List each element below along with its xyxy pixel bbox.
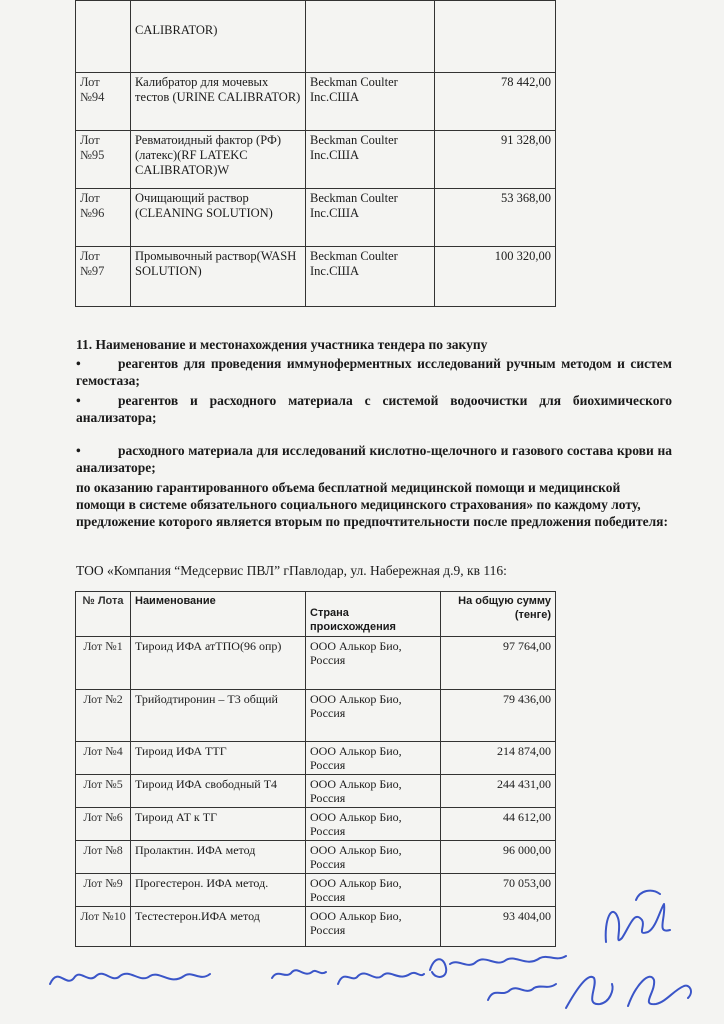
table-row (76, 1, 556, 73)
bullet-item-2 (76, 392, 672, 426)
signature-mark (566, 977, 613, 1008)
table-row (76, 189, 556, 247)
sum-cell: 53 368,00 (435, 189, 556, 247)
top-lots-table (75, 0, 556, 307)
table-row (76, 73, 556, 131)
signature-mark (50, 974, 210, 984)
origin-cell (306, 1, 435, 73)
origin-cell: ООО Алькор Био, Россия (306, 690, 441, 742)
name-cell: Промывочный раствор(WASH SOLUTION) (131, 247, 306, 307)
table-header-row (76, 592, 556, 637)
sum-cell (435, 1, 556, 73)
lot-cell (76, 1, 131, 73)
table-row (76, 690, 556, 742)
sum-cell: 96 000,00 (441, 841, 556, 874)
lot-cell: Лот №5 (76, 775, 131, 808)
table-row (76, 637, 556, 690)
lot-cell: Лот №95 (76, 131, 131, 189)
origin-cell: Beckman Coulter Inc.США (306, 189, 435, 247)
section-heading: 11. Наименование и местонахождения участника тендера по закупу (76, 337, 488, 352)
lot-cell: Лот №9 (76, 874, 131, 907)
bullet-symbol: • (76, 393, 81, 408)
origin-cell: Beckman Coulter Inc.США (306, 73, 435, 131)
bullet-text: реагентов для проведения иммуноферментных исследований ручным методом и систем гемостаза; (76, 356, 672, 388)
origin-cell: ООО Алькор Био, Россия (306, 841, 441, 874)
signatures-area (0, 860, 724, 1024)
signature-mark (430, 956, 566, 977)
name-cell: Калибратор для мочевых тестов (URINE CALIBRATOR) (131, 73, 306, 131)
table-row (76, 808, 556, 841)
bullet-symbol: • (76, 443, 81, 458)
sum-cell: 91 328,00 (435, 131, 556, 189)
table-row (76, 775, 556, 808)
name-cell: Тироид ИФА ТТГ (131, 742, 306, 775)
origin-cell: ООО Алькор Био, Россия (306, 808, 441, 841)
origin-cell: ООО Алькор Био, Россия (306, 637, 441, 690)
lot-cell: Лот №97 (76, 247, 131, 307)
signature-mark (338, 973, 424, 984)
name-cell: Пролактин. ИФА метод (131, 841, 306, 874)
bullet-item-3 (76, 442, 672, 476)
header-sum: На общую сумму (тенге) (441, 592, 556, 637)
table-row (76, 742, 556, 775)
name-cell: Тироид АТ к ТГ (131, 808, 306, 841)
signature-mark (488, 984, 556, 1000)
lot-cell: Лот №6 (76, 808, 131, 841)
header-lot: № Лота (76, 592, 131, 637)
lot-cell: Лот №8 (76, 841, 131, 874)
signature-mark (628, 977, 691, 1006)
table-row (76, 131, 556, 189)
sum-cell: 93 404,00 (441, 907, 556, 947)
sum-cell: 244 431,00 (441, 775, 556, 808)
name-cell: CALIBRATOR) (131, 1, 306, 73)
header-name: Наименование (131, 592, 306, 637)
bullet-symbol: • (76, 356, 81, 371)
sum-cell: 70 053,00 (441, 874, 556, 907)
origin-cell: ООО Алькор Био, Россия (306, 742, 441, 775)
name-cell: Тироид ИФА атТПО(96 опр) (131, 637, 306, 690)
company-line: ТОО «Компания “Медсервис ПВЛ” гПавлодар, ул. Набережная д.9, кв 116: (76, 563, 507, 578)
sum-cell: 78 442,00 (435, 73, 556, 131)
paragraph: по оказанию гарантированного объема бесплатной медицинской помощи и медицинской помощи в системе обязательного социального медицинского страхования» по каждому лоту, предложение которого является вторым по предпочтительности после предложения победителя: (76, 480, 668, 529)
origin-cell: ООО Алькор Био, Россия (306, 775, 441, 808)
signature-mark (272, 970, 326, 978)
origin-cell: Beckman Coulter Inc.США (306, 247, 435, 307)
sum-cell: 97 764,00 (441, 637, 556, 690)
sum-cell: 79 436,00 (441, 690, 556, 742)
signature-mark (636, 891, 660, 900)
origin-cell: ООО Алькор Био, Россия (306, 874, 441, 907)
signature-mark (606, 904, 670, 942)
table-row (76, 247, 556, 307)
lot-cell: Лот №4 (76, 742, 131, 775)
origin-cell: ООО Алькор Био, Россия (306, 907, 441, 947)
name-cell: Трийодтиронин – Т3 общий (131, 690, 306, 742)
sum-cell: 44 612,00 (441, 808, 556, 841)
name-cell: Очищающий раствор (CLEANING SOLUTION) (131, 189, 306, 247)
lot-cell: Лот №1 (76, 637, 131, 690)
sum-cell: 100 320,00 (435, 247, 556, 307)
bullet-text: расходного материала для исследований кислотно-щелочного и газового состава крови на анализаторе; (76, 443, 672, 475)
lot-cell: Лот №2 (76, 690, 131, 742)
name-cell: Ревматоидный фактор (РФ) (латекс)(RF LATEKC CALIBRATOR)W (131, 131, 306, 189)
name-cell: Тироид ИФА свободный Т4 (131, 775, 306, 808)
bullet-item-1 (76, 355, 672, 389)
lot-cell: Лот №94 (76, 73, 131, 131)
name-cell: Прогестерон. ИФА метод. (131, 874, 306, 907)
bullet-text: реагентов и расходного материала с системой водоочистки для биохимического анализатора; (76, 393, 672, 425)
lot-cell: Лот №96 (76, 189, 131, 247)
lot-cell: Лот №10 (76, 907, 131, 947)
header-origin: Страна происхождения (306, 592, 441, 637)
name-cell: Тестестерон.ИФА метод (131, 907, 306, 947)
origin-cell: Beckman Coulter Inc.США (306, 131, 435, 189)
sum-cell: 214 874,00 (441, 742, 556, 775)
